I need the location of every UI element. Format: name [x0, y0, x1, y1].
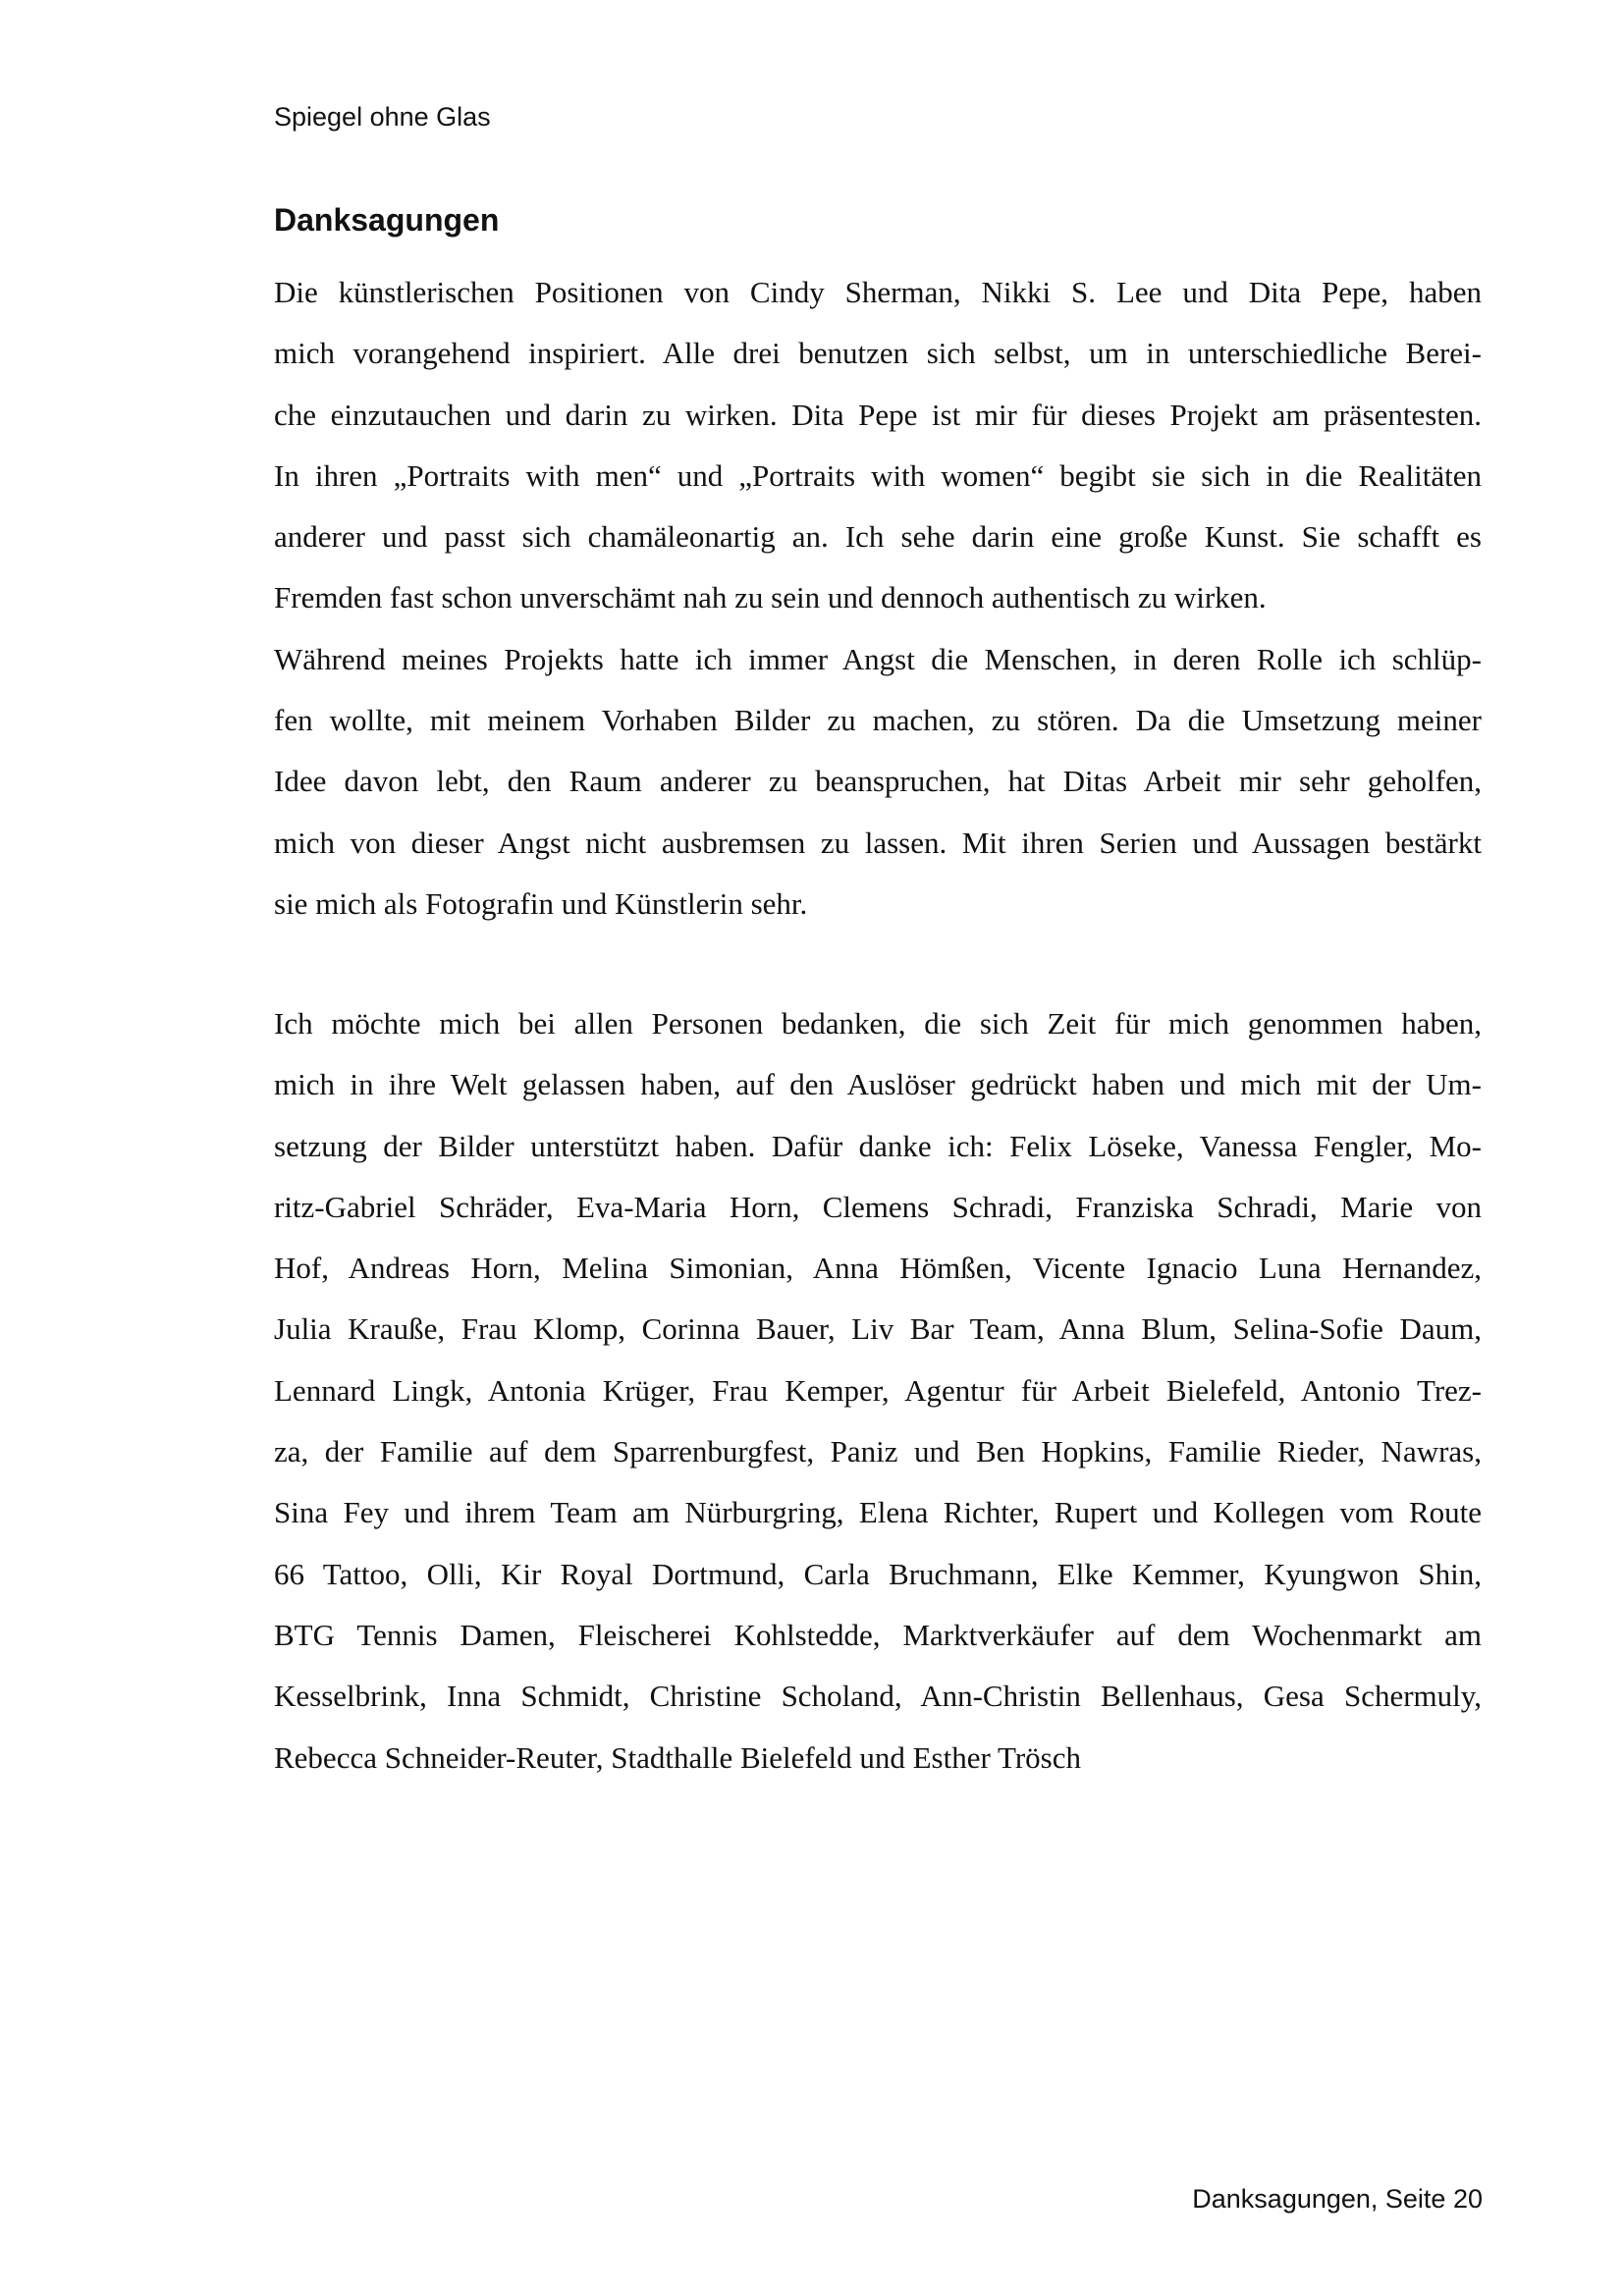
paragraph-line: In ihren „Portraits with men“ und „Portraits with women“ begibt sie sich in die Realitäten — [274, 457, 1482, 493]
paragraph-line: fen wollte, mit meinem Vorhaben Bilder zu machen, zu stören. Da die Umsetzung meiner — [274, 703, 1482, 738]
paragraph-line: ritz-Gabriel Schräder, Eva-Maria Horn, Clemens Schradi, Franziska Schradi, Marie von — [274, 1189, 1482, 1224]
running-header: Spiegel ohne Glas — [274, 102, 491, 132]
page-footer: Danksagungen, Seite 20 — [1192, 2184, 1483, 2214]
paragraph-line: Während meines Projekts hatte ich immer Angst die Menschen, in deren Rolle ich schlüp- — [274, 641, 1482, 676]
paragraph-line: BTG Tennis Damen, Fleischerei Kohlstedde, Marktverkäufer auf dem Wochenmarkt am — [274, 1617, 1482, 1652]
paragraph-line: Fremden fast schon unverschämt nah zu sein und dennoch authentisch zu wirken. — [274, 580, 1267, 615]
paragraph-line: anderer und passt sich chamäleonartig an. Ich sehe darin eine große Kunst. Sie schafft es — [274, 519, 1482, 555]
section-heading: Danksagungen — [274, 202, 500, 238]
paragraph-line: Die künstlerischen Positionen von Cindy Sherman, Nikki S. Lee und Dita Pepe, haben — [274, 275, 1482, 309]
paragraph-line: mich vorangehend inspiriert. Alle drei benutzen sich selbst, um in unterschiedliche Berei- — [274, 336, 1482, 371]
paragraph-thanks — [274, 993, 1482, 1789]
paragraph-line: Kesselbrink, Inna Schmidt, Christine Scholand, Ann-Christin Bellenhaus, Gesa Schermuly, — [274, 1679, 1482, 1714]
paragraph-line: za, der Familie auf dem Sparrenburgfest, Paniz und Ben Hopkins, Familie Rieder, Nawras, — [274, 1434, 1482, 1469]
paragraph-line: sie mich als Fotografin und Künstlerin sehr. — [274, 885, 808, 921]
paragraph-line: che einzutauchen und darin zu wirken. Dita Pepe ist mir für dieses Projekt am präsentesten. — [274, 397, 1482, 432]
paragraph-line: setzung der Bilder unterstützt haben. Dafür danke ich: Felix Löseke, Vanessa Fengler, Mo- — [274, 1128, 1482, 1163]
paragraph-line: mich von dieser Angst nicht ausbremsen zu lassen. Mit ihren Serien und Aussagen bestärkt — [274, 825, 1482, 860]
paragraph-line: Idee davon lebt, den Raum anderer zu beanspruchen, hat Ditas Arbeit mir sehr geholfen, — [274, 764, 1482, 799]
paragraph-line: mich in ihre Welt gelassen haben, auf den Auslöser gedrückt haben und mich mit der Um- — [274, 1067, 1482, 1102]
paragraph-line: Lennard Lingk, Antonia Krüger, Frau Kemper, Agentur für Arbeit Bielefeld, Antonio Trez- — [274, 1372, 1482, 1408]
paragraph-line: 66 Tattoo, Olli, Kir Royal Dortmund, Carla Bruchmann, Elke Kemmer, Kyungwon Shin, — [274, 1556, 1482, 1591]
paragraph-line: Hof, Andreas Horn, Melina Simonian, Anna Hömßen, Vicente Ignacio Luna Hernandez, — [274, 1251, 1482, 1286]
paragraph-influences — [274, 262, 1482, 934]
paragraph-line: Sina Fey und ihrem Team am Nürburgring, Elena Richter, Rupert und Kollegen vom Route — [274, 1495, 1482, 1530]
paragraph-line: Rebecca Schneider-Reuter, Stadthalle Bielefeld und Esther Trösch — [274, 1739, 1081, 1775]
paragraph-line: Julia Krauße, Frau Klomp, Corinna Bauer, Liv Bar Team, Anna Blum, Selina-Sofie Daum, — [274, 1311, 1482, 1347]
paragraph-line: Ich möchte mich bei allen Personen bedanken, die sich Zeit für mich genommen haben, — [274, 1006, 1482, 1041]
